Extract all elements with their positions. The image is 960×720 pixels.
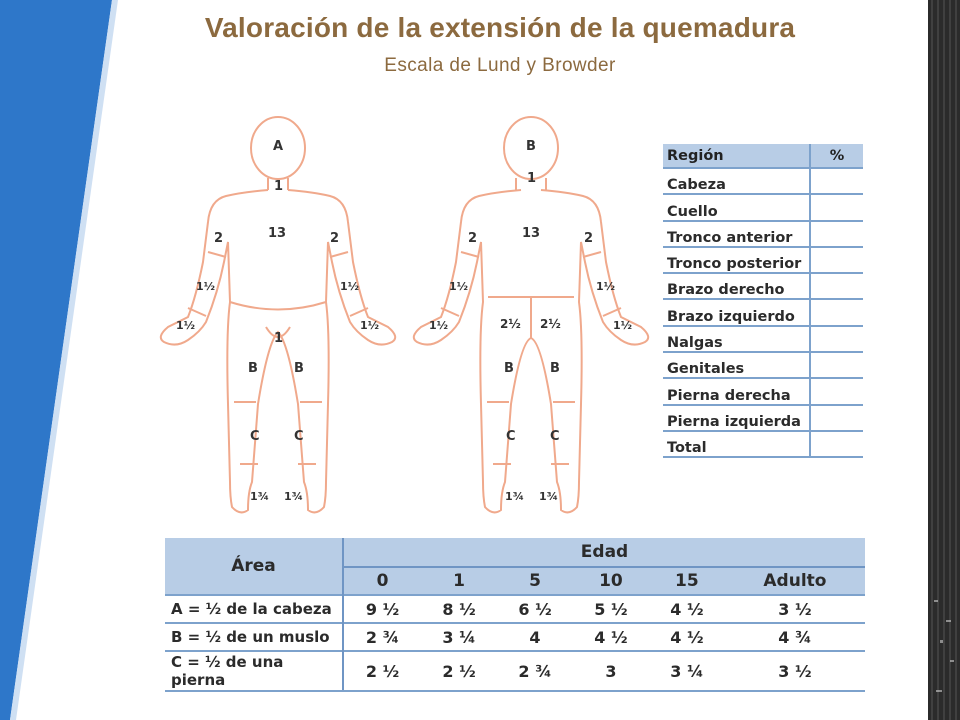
- table-row: [663, 405, 863, 431]
- table-row: [663, 221, 863, 247]
- front-upperarm-right-label: 2: [330, 231, 340, 246]
- table-cell: 4: [497, 623, 573, 651]
- percent-cell[interactable]: [810, 194, 863, 220]
- table-cell: 4 ½: [649, 595, 725, 623]
- age-table: [165, 538, 865, 692]
- percent-header: %: [810, 144, 863, 168]
- front-leg-left-label: C: [250, 429, 260, 444]
- region-table: [663, 144, 863, 458]
- front-trunk-label: 13: [268, 226, 287, 241]
- region-brazo-derecho: Brazo derecho: [663, 273, 810, 299]
- region-header: Región: [663, 144, 810, 168]
- region-brazo-izquierdo: Brazo izquierdo: [663, 299, 810, 325]
- table-row: [165, 651, 865, 691]
- back-trunk-label: 13: [522, 226, 541, 241]
- region-cuello: Cuello: [663, 194, 810, 220]
- row-label: C = ½ de una pierna: [165, 651, 343, 691]
- front-leg-right-label: C: [294, 429, 304, 444]
- back-leg-right-label: C: [550, 429, 560, 444]
- table-row: [663, 247, 863, 273]
- front-body-outline: [161, 117, 395, 512]
- age-header: Adulto: [725, 567, 865, 595]
- area-header: Área: [165, 538, 343, 595]
- percent-cell[interactable]: [810, 273, 863, 299]
- table-cell: 5 ½: [573, 595, 649, 623]
- body-diagram: [148, 112, 658, 530]
- age-header: 1: [421, 567, 497, 595]
- table-cell: 3 ½: [725, 651, 865, 691]
- region-cabeza: Cabeza: [663, 168, 810, 194]
- percent-cell[interactable]: [810, 299, 863, 325]
- region-nalgas: Nalgas: [663, 326, 810, 352]
- back-head-label: B: [526, 139, 536, 154]
- table-cell: 4 ¾: [725, 623, 865, 651]
- table-cell: 2 ½: [421, 651, 497, 691]
- back-buttock-right-label: 2½: [540, 317, 561, 331]
- back-forearm-left-label: 1½: [449, 280, 469, 293]
- front-hand-right-label: 1½: [360, 319, 380, 332]
- table-row: [663, 273, 863, 299]
- table-cell: 4 ½: [573, 623, 649, 651]
- back-hand-right-label: 1½: [613, 319, 633, 332]
- table-cell: 2 ¾: [343, 623, 421, 651]
- back-thigh-left-label: B: [504, 361, 514, 376]
- front-thigh-left-label: B: [248, 361, 258, 376]
- table-cell: 6 ½: [497, 595, 573, 623]
- region-genitales: Genitales: [663, 352, 810, 378]
- back-forearm-right-label: 1½: [596, 280, 616, 293]
- table-row: [663, 378, 863, 404]
- table-cell: 3 ½: [725, 595, 865, 623]
- back-upperarm-left-label: 2: [468, 231, 478, 246]
- front-head-label: A: [273, 139, 284, 154]
- front-forearm-right-label: 1½: [340, 280, 360, 293]
- front-foot-left-label: 1¾: [250, 490, 270, 503]
- table-cell: 8 ½: [421, 595, 497, 623]
- region-tronco-posterior: Tronco posterior: [663, 247, 810, 273]
- table-cell: 4 ½: [649, 623, 725, 651]
- percent-cell[interactable]: [810, 405, 863, 431]
- back-upperarm-right-label: 2: [584, 231, 594, 246]
- percent-cell[interactable]: [810, 247, 863, 273]
- table-row: [165, 595, 865, 623]
- edad-header: Edad: [343, 538, 865, 567]
- front-genitals-label: 1: [274, 331, 284, 346]
- front-thigh-right-label: B: [294, 361, 304, 376]
- back-thigh-right-label: B: [550, 361, 560, 376]
- front-hand-left-label: 1½: [176, 319, 196, 332]
- front-foot-right-label: 1¾: [284, 490, 304, 503]
- table-cell: 3 ¼: [649, 651, 725, 691]
- row-label: B = ½ de un muslo: [165, 623, 343, 651]
- age-header: 0: [343, 567, 421, 595]
- left-decorative-band: [0, 0, 120, 720]
- percent-cell[interactable]: [810, 168, 863, 194]
- back-buttock-left-label: 2½: [500, 317, 521, 331]
- table-row: [663, 168, 863, 194]
- percent-cell[interactable]: [810, 378, 863, 404]
- table-cell: 2 ¾: [497, 651, 573, 691]
- back-leg-left-label: C: [506, 429, 516, 444]
- table-row: [663, 299, 863, 325]
- back-foot-right-label: 1¾: [539, 490, 559, 503]
- percent-cell[interactable]: [810, 326, 863, 352]
- percent-cell[interactable]: [810, 221, 863, 247]
- table-cell: 3: [573, 651, 649, 691]
- front-forearm-left-label: 1½: [196, 280, 216, 293]
- region-total: Total: [663, 431, 810, 457]
- table-row: [663, 352, 863, 378]
- region-pierna-izquierda: Pierna izquierda: [663, 405, 810, 431]
- table-row: [663, 431, 863, 457]
- region-tronco-anterior: Tronco anterior: [663, 221, 810, 247]
- percent-cell[interactable]: [810, 431, 863, 457]
- region-pierna-derecha: Pierna derecha: [663, 378, 810, 404]
- front-upperarm-left-label: 2: [214, 231, 224, 246]
- table-cell: 2 ½: [343, 651, 421, 691]
- age-header: 15: [649, 567, 725, 595]
- page-subtitle: Escala de Lund y Browder: [384, 55, 616, 76]
- right-edge-texture: [920, 0, 960, 720]
- table-row: [663, 326, 863, 352]
- back-foot-left-label: 1¾: [505, 490, 525, 503]
- back-neck-label: 1: [527, 171, 537, 186]
- row-label: A = ½ de la cabeza: [165, 595, 343, 623]
- percent-cell[interactable]: [810, 352, 863, 378]
- table-row: [663, 194, 863, 220]
- table-row: [165, 623, 865, 651]
- age-header: 5: [497, 567, 573, 595]
- age-header: 10: [573, 567, 649, 595]
- table-cell: 3 ¼: [421, 623, 497, 651]
- front-neck-label: 1: [274, 179, 284, 194]
- table-cell: 9 ½: [343, 595, 421, 623]
- page-title: Valoración de la extensión de la quemadura: [204, 12, 796, 43]
- back-hand-left-label: 1½: [429, 319, 449, 332]
